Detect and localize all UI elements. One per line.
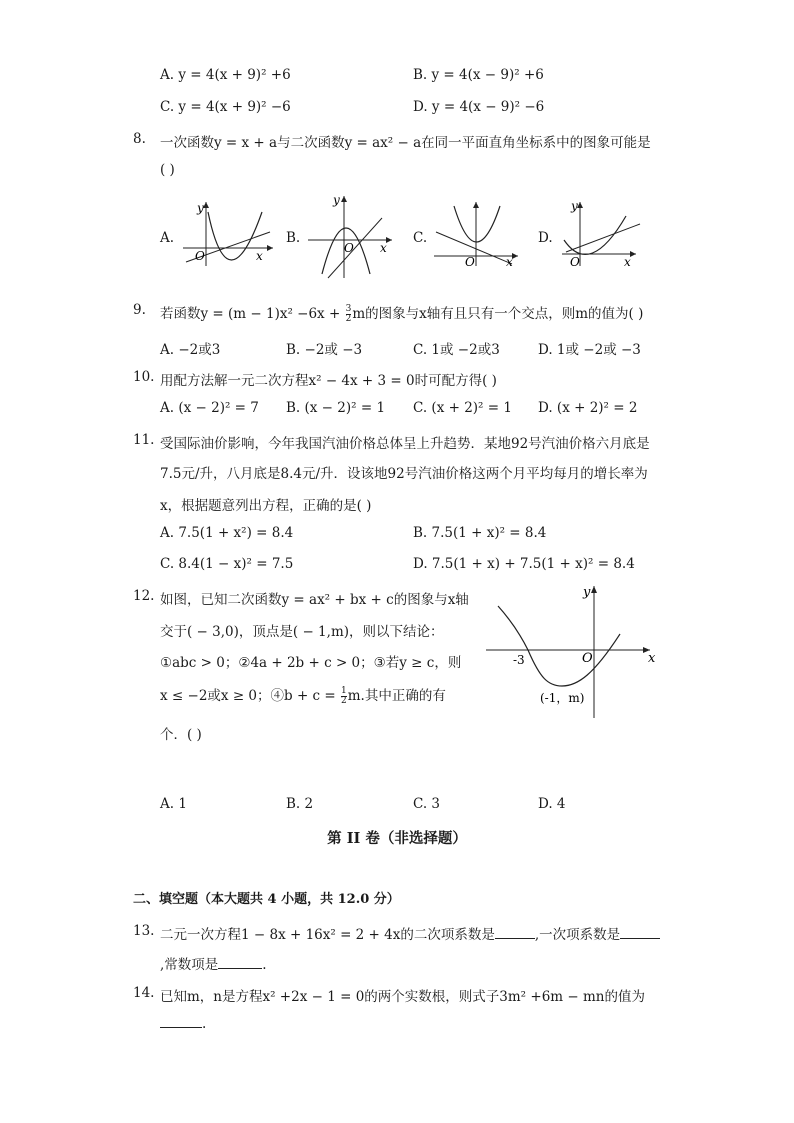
q7-option-a: A. y = 4(x + 9)² +6: [160, 67, 291, 83]
q11-number: 11.: [133, 432, 155, 448]
q12-option-d: D. 4: [538, 796, 566, 812]
q8d-x-label: x: [624, 255, 631, 268]
q12-stem-line4a: x ≤ −2或x ≥ 0；④b + c =: [160, 688, 340, 704]
q8b-x-label: x: [380, 241, 387, 255]
q8a-y-label: y: [197, 201, 204, 215]
q10-stem: 用配方法解一元二次方程x² − 4x + 3 = 0时可配方得( ): [160, 373, 497, 389]
q8a-origin-label: O: [195, 249, 205, 263]
q9-stem-a: 若函数y = (m − 1)x² −6x +: [160, 306, 345, 322]
q13-end: .: [262, 957, 267, 973]
q12-stem-line4: [160, 684, 446, 706]
q10-option-c: C. (x + 2)² = 1: [413, 400, 512, 416]
q12-stem-line1: 如图，已知二次函数y = ax² + bx + c的图象与x轴: [160, 592, 469, 608]
q9-option-c: C. 1或 −2或3: [413, 342, 500, 358]
q8-graph-a: [178, 198, 276, 268]
q8b-y-label: y: [333, 193, 340, 207]
q12-graph: [482, 582, 662, 722]
q9-stem-b: m的图象与x轴有且只有一个交点，则m的值为( ): [352, 306, 644, 322]
q13-stem-b: ,一次项系数是: [534, 927, 621, 943]
q13-stem-a: 二元一次方程1 − 8x + 16x² = 2 + 4x的二次项系数是: [160, 927, 495, 943]
q12-number: 12.: [133, 588, 155, 604]
q12-stem-line4b: m.其中正确的有: [347, 688, 446, 704]
q12-root-label: -3: [513, 653, 525, 667]
q12-frac-den: 2: [341, 696, 347, 706]
q9-option-d: D. 1或 −2或 −3: [538, 342, 641, 358]
q12-origin-label: O: [582, 651, 593, 666]
part2-title: 第 II 卷（非选择题）: [327, 830, 467, 847]
q8-graph-c: [432, 198, 522, 268]
q12-option-b: B. 2: [286, 796, 314, 812]
q8-number: 8.: [133, 131, 146, 147]
q11-stem-line1: 受国际油价影响，今年我国汽油价格总体呈上升趋势．某地92号汽油价格六月底是: [160, 436, 650, 452]
q8d-y-label: y: [571, 199, 578, 213]
q12-x-label: x: [648, 651, 656, 666]
q12-fraction: [341, 687, 347, 706]
q12-stem-line5: 个．( ): [160, 727, 202, 743]
q12-vertex-label: (-1，m): [540, 691, 585, 705]
q10-option-a: A. (x − 2)² = 7: [160, 400, 259, 416]
q11-option-a: A. 7.5(1 + x²) = 8.4: [160, 525, 294, 541]
q9-frac-num: 3: [345, 304, 352, 314]
q13-stem-c: ,常数项是: [160, 957, 219, 973]
q10-option-d: D. (x + 2)² = 2: [538, 400, 638, 416]
q10-number: 10.: [133, 369, 155, 385]
q12-option-c: C. 3: [413, 796, 441, 812]
q8-graph-b: [306, 192, 396, 282]
q12-y-label: y: [583, 585, 591, 600]
q11-option-d: D. 7.5(1 + x) + 7.5(1 + x)² = 8.4: [413, 556, 635, 572]
q13-number: 13.: [133, 923, 155, 939]
q14-number: 14.: [133, 985, 155, 1001]
q13-stem: [160, 923, 660, 943]
q11-option-b: B. 7.5(1 + x)² = 8.4: [413, 525, 547, 541]
q12-stem-line2: 交于( − 3,0)，顶点是( − 1,m)，则以下结论：: [160, 624, 444, 640]
q9-option-a: A. −2或3: [160, 342, 221, 358]
q7-option-c: C. y = 4(x + 9)² −6: [160, 99, 291, 115]
q12-frac-num: 1: [341, 686, 347, 696]
q13-stem-line2: [160, 953, 267, 973]
q13-blank-1[interactable]: [495, 937, 535, 939]
section2-heading: 二、填空题（本大题共 4 小题，共 12.0 分）: [133, 892, 400, 907]
q11-stem-line2: 7.5元/升，八月底是8.4元/升．设该地92号汽油价格这两个月平均每月的增长率为: [160, 466, 648, 482]
q8-paren: ( ): [160, 162, 175, 178]
q8b-origin-label: O: [344, 241, 354, 255]
q7-option-b: B. y = 4(x − 9)² +6: [413, 67, 544, 83]
q8-label-a: A.: [160, 230, 175, 246]
q14-blank[interactable]: [160, 1026, 202, 1028]
q8c-x-label: x: [506, 255, 513, 268]
q9-frac-den: 2: [345, 314, 352, 324]
q12-stem-line3: ①abc > 0；②4a + 2b + c > 0；③若y ≥ c，则: [160, 655, 462, 671]
q13-blank-3[interactable]: [218, 967, 262, 969]
q8-label-d: D.: [538, 230, 553, 246]
q8c-origin-label: O: [465, 255, 475, 268]
q7-option-d: D. y = 4(x − 9)² −6: [413, 99, 545, 115]
q8-label-c: C.: [413, 230, 428, 246]
q14-end: .: [202, 1016, 207, 1032]
q9-option-b: B. −2或 −3: [286, 342, 363, 358]
q14-line2: [160, 1016, 206, 1032]
q8d-origin-label: O: [570, 255, 580, 268]
q8a-x-label: x: [256, 249, 263, 263]
q9-number: 9.: [133, 302, 146, 318]
q12-option-a: A. 1: [160, 796, 187, 812]
q14-stem: 已知m，n是方程x² +2x − 1 = 0的两个实数根，则式子3m² +6m − mn的值为: [160, 989, 645, 1005]
q8-graph-d: [560, 198, 642, 268]
q11-stem-line3: x，根据题意列出方程，正确的是( ): [160, 498, 372, 514]
q11-option-c: C. 8.4(1 − x)² = 7.5: [160, 556, 294, 572]
q13-blank-2[interactable]: [620, 937, 660, 939]
q8-stem: 一次函数y = x + a与二次函数y = ax² − a在同一平面直角坐标系中的图象可能是: [160, 135, 651, 151]
q9-fraction: [346, 305, 352, 324]
q9-stem: [160, 302, 643, 324]
q10-option-b: B. (x − 2)² = 1: [286, 400, 386, 416]
q8-label-b: B.: [286, 230, 301, 246]
